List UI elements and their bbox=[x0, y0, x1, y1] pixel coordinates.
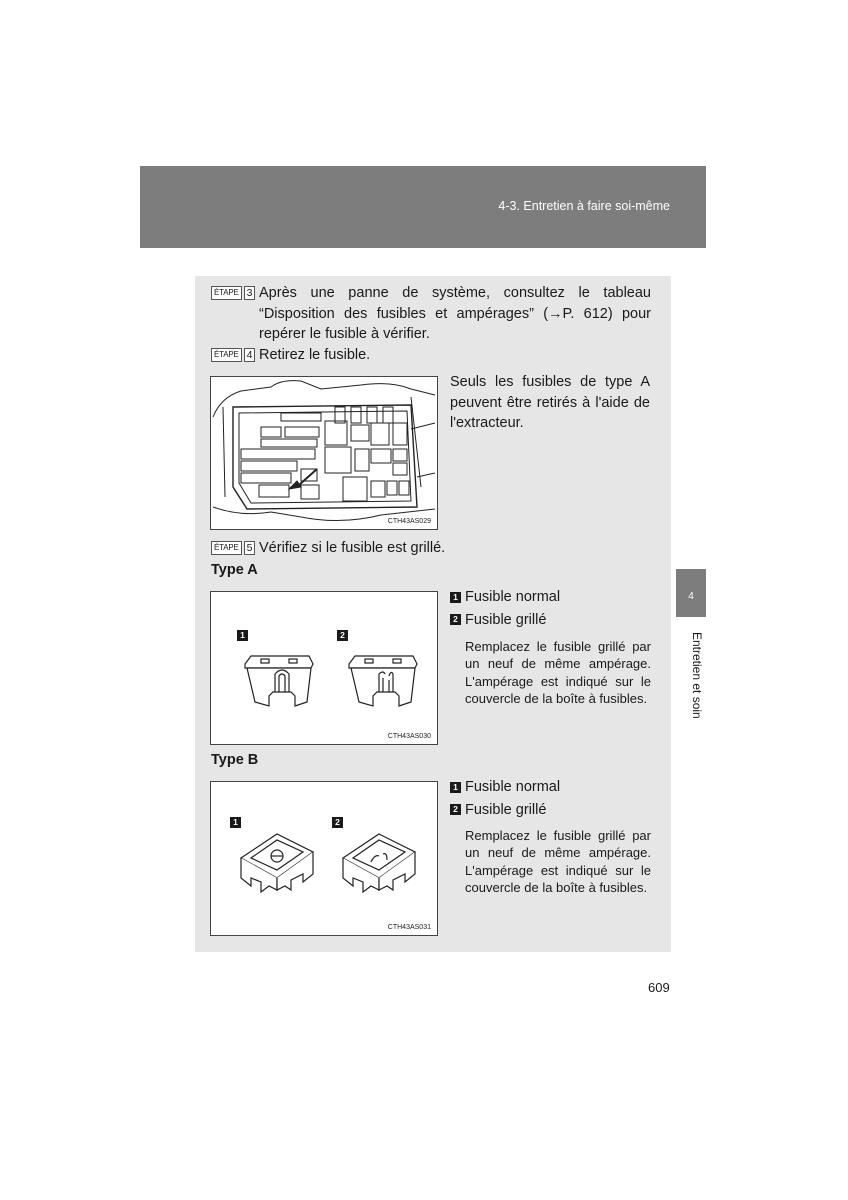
step-3 bbox=[211, 283, 651, 342]
step-tag: ÉTAPE bbox=[211, 286, 242, 300]
legend-item bbox=[450, 799, 560, 822]
type-b-note: Remplacez le fusible grillé par un neuf de même ampérage. L'ampérage est indiqué sur le couvercle de la boîte à fusibles. bbox=[465, 828, 651, 895]
legend-number: 2 bbox=[450, 804, 461, 815]
type-b-legend bbox=[450, 776, 560, 821]
type-a-heading: Type A bbox=[211, 562, 258, 578]
step-text: Après une panne de système, consultez le tableau “Disposition des fusibles et ampérages” (→P. 612) pour repérer le fusible à vérifier. bbox=[259, 285, 651, 342]
type-b-fuse-illustration bbox=[211, 782, 437, 935]
type-a-figure bbox=[210, 591, 438, 745]
legend-label: Fusible normal bbox=[465, 589, 561, 606]
chapter-label: Entretien et soin bbox=[690, 632, 704, 719]
section-title: 4-3. Entretien à faire soi-même bbox=[498, 199, 670, 213]
step-tag: ÉTAPE bbox=[211, 541, 242, 555]
figure-code: CTH43AS030 bbox=[387, 733, 431, 740]
step-5 bbox=[211, 538, 446, 559]
marker-1: 1 bbox=[237, 630, 248, 641]
step-text: Retirez le fusible. bbox=[259, 347, 371, 363]
figure-code: CTH43AS031 bbox=[387, 924, 431, 931]
type-b-heading: Type B bbox=[211, 752, 259, 768]
legend-item bbox=[450, 586, 560, 609]
step-tag: ÉTAPE bbox=[211, 348, 242, 362]
chapter-tab bbox=[676, 569, 706, 617]
legend-number: 2 bbox=[450, 614, 461, 625]
legend-label: Fusible normal bbox=[465, 779, 561, 796]
chapter-number: 4 bbox=[688, 591, 694, 602]
step-number: 5 bbox=[244, 541, 256, 555]
legend-item bbox=[450, 609, 560, 632]
legend-label: Fusible grillé bbox=[465, 801, 547, 818]
fuse-box-illustration bbox=[211, 377, 437, 529]
legend-number: 1 bbox=[450, 592, 461, 603]
type-b-figure bbox=[210, 781, 438, 936]
step-number: 3 bbox=[244, 286, 256, 300]
marker-2: 2 bbox=[337, 630, 348, 641]
type-a-fuse-illustration bbox=[211, 592, 437, 744]
marker-2: 2 bbox=[332, 817, 343, 828]
legend-item bbox=[450, 776, 560, 799]
legend-label: Fusible grillé bbox=[465, 611, 547, 628]
fuse-box-figure bbox=[210, 376, 438, 530]
figure-code: CTH43AS029 bbox=[387, 518, 431, 525]
step-number: 4 bbox=[244, 348, 256, 362]
type-a-legend bbox=[450, 586, 560, 631]
extractor-note: Seuls les fusibles de type A peuvent être retirés à l'aide de l'extracteur. bbox=[450, 374, 650, 431]
legend-number: 1 bbox=[450, 782, 461, 793]
step-text: Vérifiez si le fusible est grillé. bbox=[259, 540, 446, 556]
page-number: 609 bbox=[648, 980, 670, 995]
header-band bbox=[140, 166, 706, 248]
marker-1: 1 bbox=[230, 817, 241, 828]
type-a-note: Remplacez le fusible grillé par un neuf de même ampérage. L'ampérage est indiqué sur le couvercle de la boîte à fusibles. bbox=[465, 639, 651, 706]
step-4 bbox=[211, 345, 371, 366]
